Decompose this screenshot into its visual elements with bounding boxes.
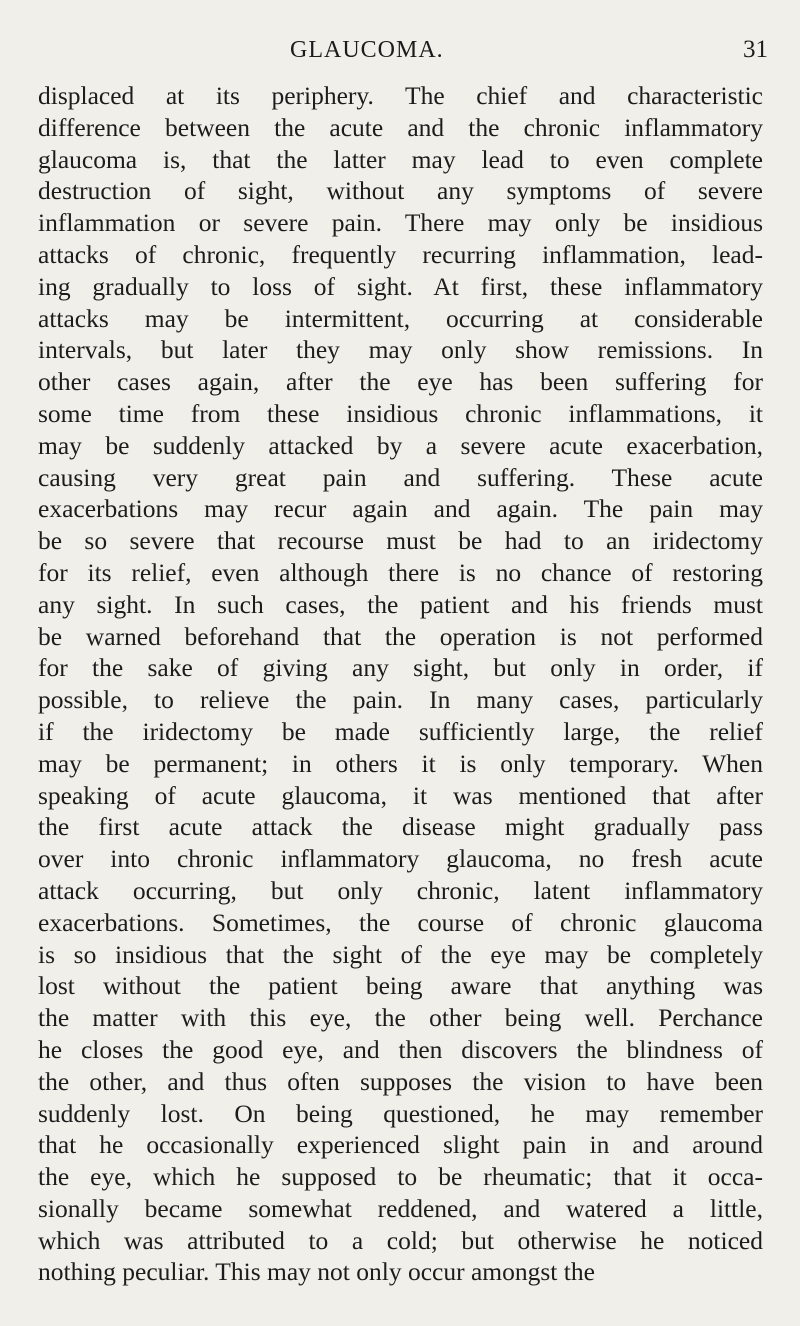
text-line: for the sake of giving any sight, but only in order, if <box>38 653 763 683</box>
running-head <box>0 34 800 66</box>
text-line: exacerbations. Sometimes, the course of chronic glaucoma <box>38 907 763 937</box>
text-line: attacks may be intermittent, occurring at considerable <box>38 303 763 333</box>
text-line: sionally became somewhat reddened, and watered a little, <box>38 1193 763 1223</box>
text-line: any sight. In such cases, the patient and his friends must <box>38 589 763 619</box>
text-line: ing gradually to loss of sight. At first, these inflammatory <box>38 271 763 301</box>
running-title: GLAUCOMA. <box>290 37 444 63</box>
text-line: possible, to relieve the pain. In many cases, particularly <box>38 685 763 715</box>
text-line: he closes the good eye, and then discovers the blindness of <box>38 1034 763 1064</box>
text-line: attacks of chronic, frequently recurring inflammation, lead- <box>38 239 763 269</box>
text-line: the other, and thus often supposes the vision to have been <box>38 1066 763 1096</box>
text-line: lost without the patient being aware that anything was <box>38 971 763 1001</box>
text-line: displaced at its periphery. The chief and characteristic <box>38 81 763 110</box>
text-line: be warned beforehand that the operation is not performed <box>38 621 763 651</box>
text-line: suddenly lost. On being questioned, he may remember <box>38 1098 763 1128</box>
page-number: 31 <box>743 36 768 63</box>
text-line: may be suddenly attacked by a severe acute exacerbation, <box>38 430 763 460</box>
text-line: difference between the acute and the chronic inflammatory <box>38 112 763 142</box>
text-line: the matter with this eye, the other being well. Perchance <box>38 1003 763 1033</box>
text-line: intervals, but later they may only show remissions. In <box>38 335 763 365</box>
text-line: be so severe that recourse must be had to an iridectomy <box>38 526 763 556</box>
text-line: nothing peculiar. This may not only occur amongst the <box>38 1257 595 1287</box>
text-line: is so insidious that the sight of the eye may be completely <box>38 939 763 969</box>
text-line: over into chronic inflammatory glaucoma, no fresh acute <box>38 844 763 874</box>
text-line: destruction of sight, without any symptoms of severe <box>38 176 763 206</box>
text-line: exacerbations may recur again and again. The pain may <box>38 494 763 524</box>
text-line: for its relief, even although there is no chance of restoring <box>38 557 763 587</box>
text-line: which was attributed to a cold; but otherwise he noticed <box>38 1225 763 1255</box>
text-line: causing very great pain and suffering. These acute <box>38 462 763 492</box>
text-line: attack occurring, but only chronic, latent inflammatory <box>38 875 763 905</box>
text-line: the first acute attack the disease might gradually pass <box>38 812 763 842</box>
body-text <box>38 80 763 1288</box>
text-line: the eye, which he supposed to be rheumatic; that it occa- <box>38 1162 763 1192</box>
text-line: may be permanent; in others it is only temporary. When <box>38 748 763 778</box>
text-line: other cases again, after the eye has been suffering for <box>38 367 763 397</box>
text-line: that he occasionally experienced slight pain in and around <box>38 1130 763 1160</box>
text-line: if the iridectomy be made sufficiently large, the relief <box>38 716 763 746</box>
text-line: speaking of acute glaucoma, it was mentioned that after <box>38 780 763 810</box>
text-line: inflammation or severe pain. There may only be insidious <box>38 208 763 238</box>
text-line: glaucoma is, that the latter may lead to even complete <box>38 144 763 174</box>
text-line: some time from these insidious chronic inflammations, it <box>38 398 763 428</box>
